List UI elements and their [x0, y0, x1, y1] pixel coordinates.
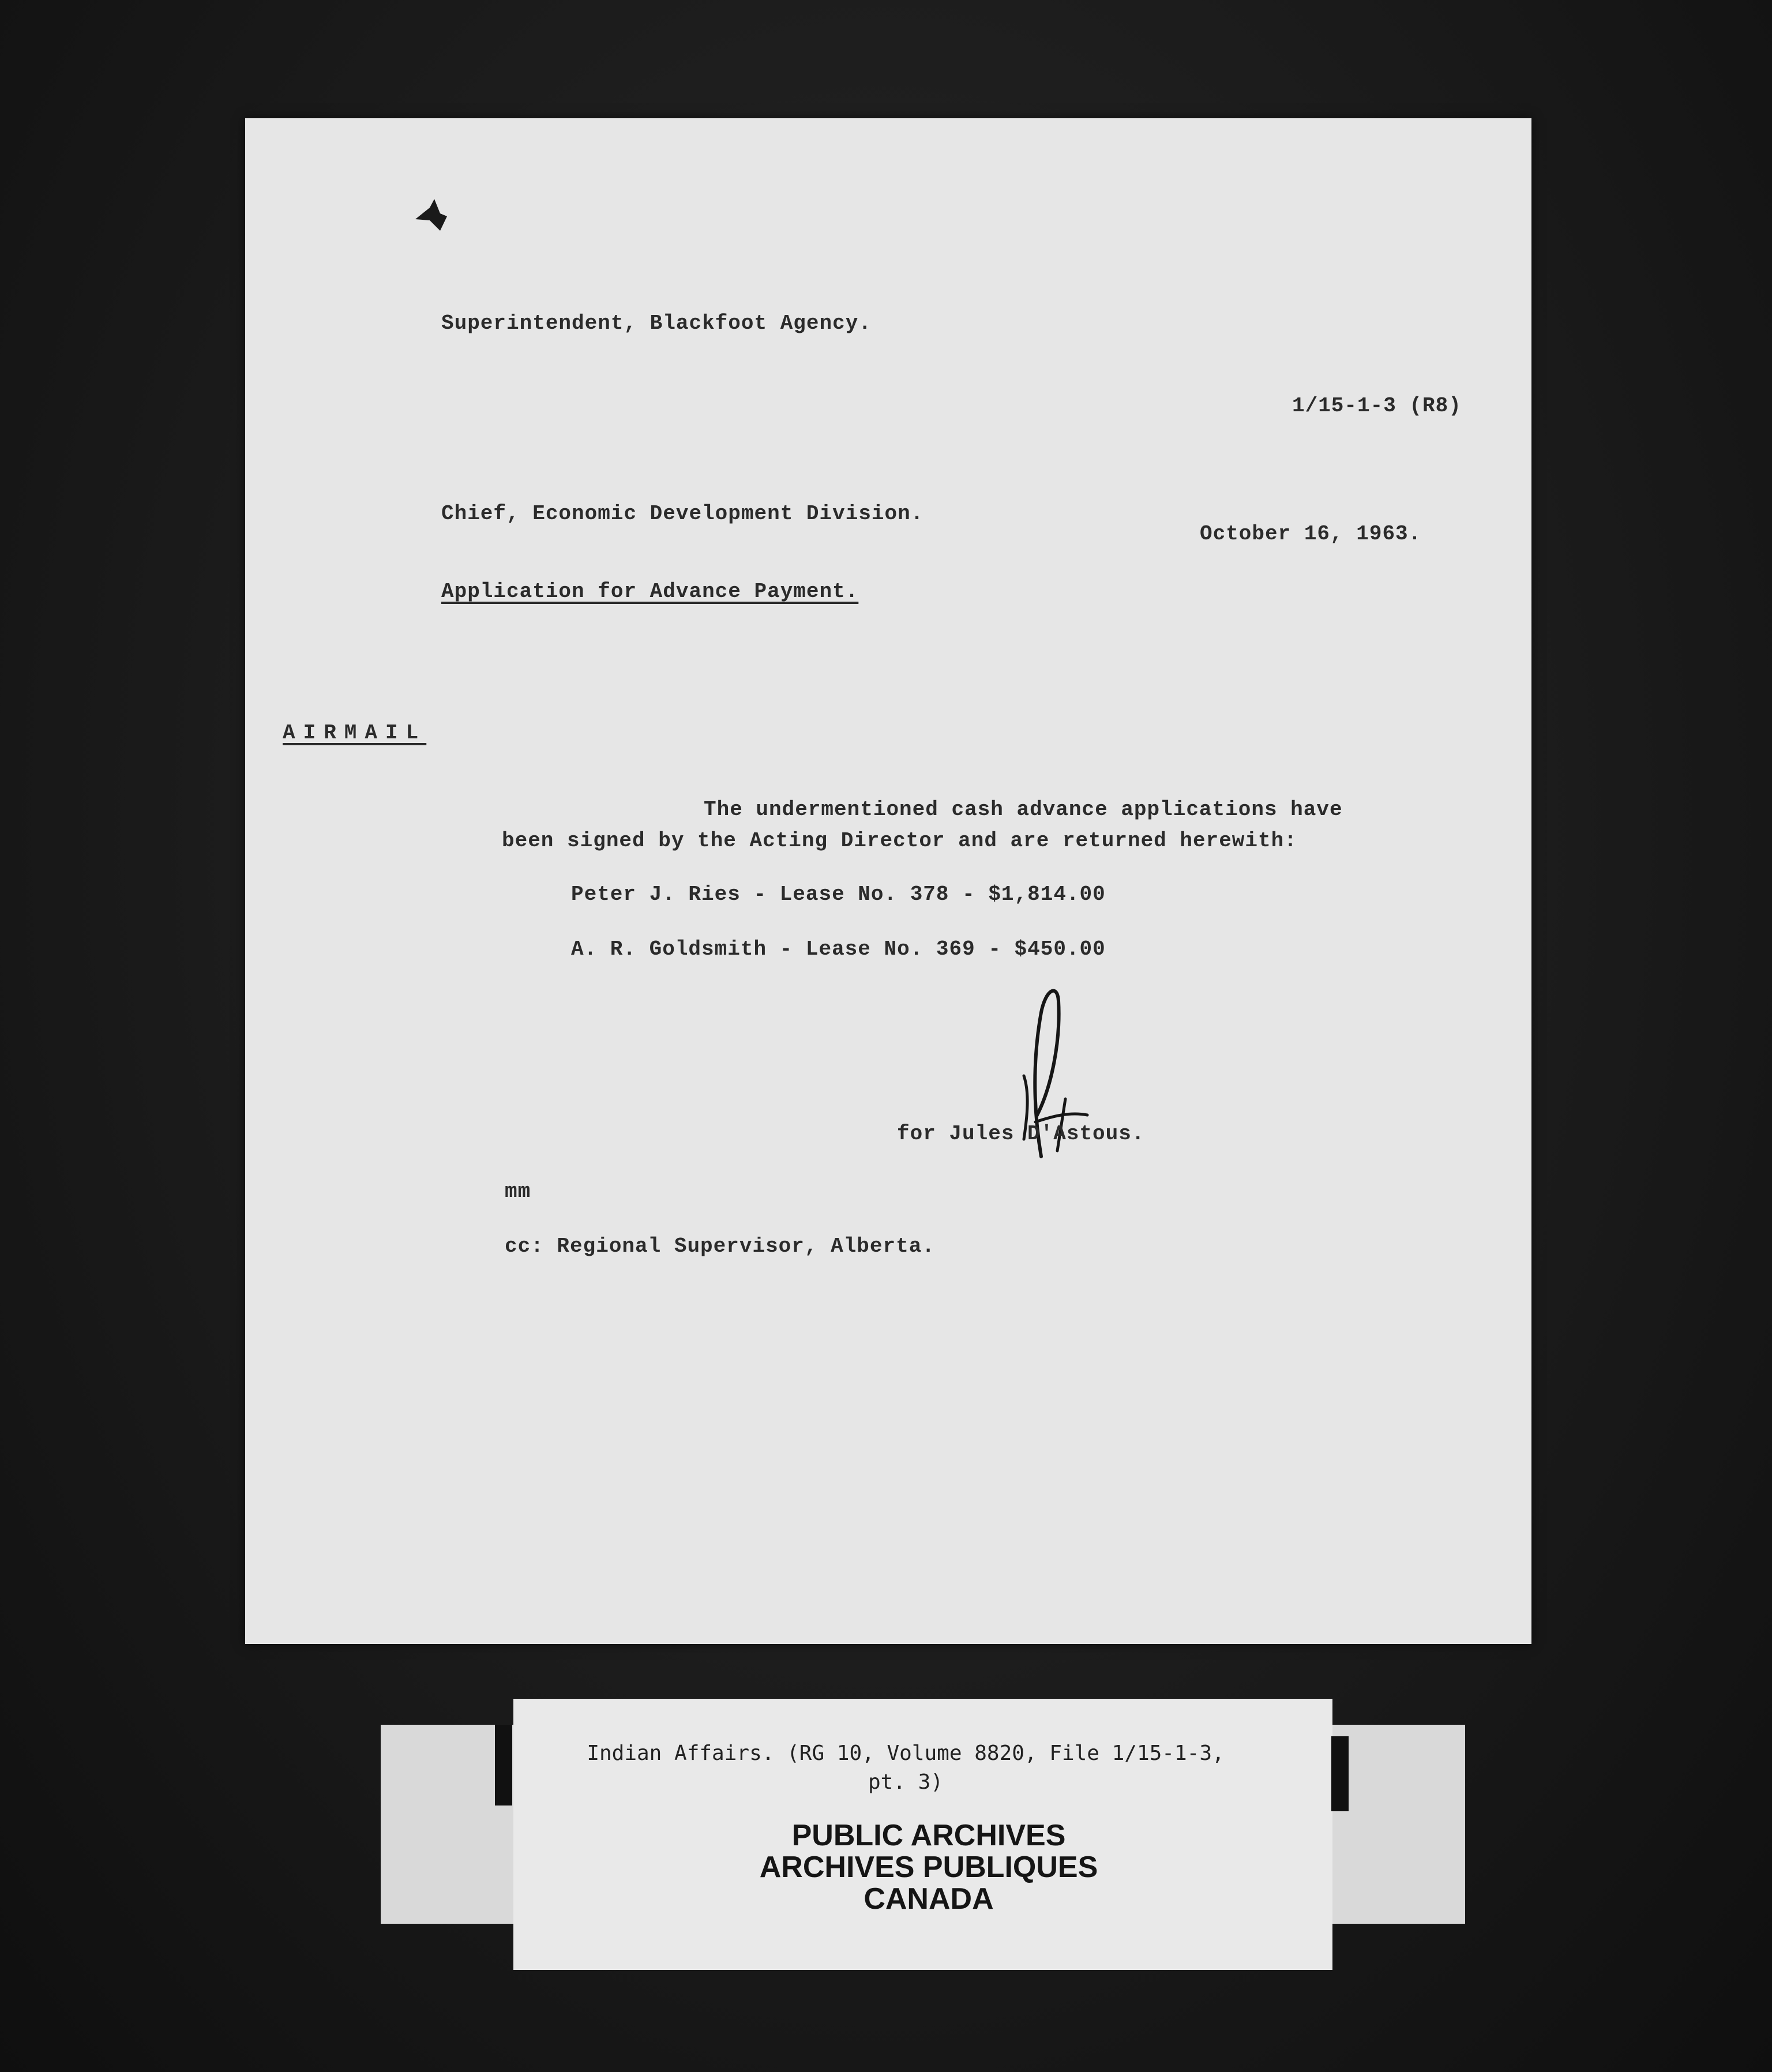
label-notch-left: [495, 1725, 512, 1806]
stamp-line-1: PUBLIC ARCHIVES: [791, 1819, 1066, 1852]
body-line-2: been signed by the Acting Director and are returned herewith:: [502, 829, 1297, 853]
stamp-line-3: CANADA: [864, 1882, 994, 1916]
ink-blot-mark: [412, 196, 453, 237]
sender-line: Chief, Economic Development Division.: [441, 502, 924, 525]
body-line-1: The undermentioned cash advance applications have: [704, 798, 1343, 821]
file-reference: 1/15-1-3 (R8): [1292, 394, 1462, 418]
subject-line: Application for Advance Payment.: [441, 580, 859, 603]
signoff-line: for Jules D'Astous.: [897, 1122, 1145, 1146]
letter-date: October 16, 1963.: [1200, 522, 1422, 546]
archive-citation: [554, 1739, 1257, 1797]
typist-initials: mm: [505, 1180, 531, 1203]
airmail-heading: AIRMAIL: [283, 721, 427, 745]
cc-line: cc: Regional Supervisor, Alberta.: [505, 1234, 935, 1258]
citation-line-1: Indian Affairs. (RG 10, Volume 8820, File 1/15-1-3,: [587, 1741, 1225, 1765]
stamp-line-2: ARCHIVES PUBLIQUES: [759, 1850, 1098, 1884]
citation-line-2: pt. 3): [868, 1770, 944, 1794]
letter-sheet: [245, 118, 1531, 1644]
archives-stamp: [669, 1820, 1188, 1915]
recipient-line: Superintendent, Blackfoot Agency.: [441, 311, 872, 335]
list-item: A. R. Goldsmith - Lease No. 369 - $450.00: [571, 937, 1106, 961]
list-item: Peter J. Ries - Lease No. 378 - $1,814.00: [571, 883, 1106, 906]
label-notch-right: [1331, 1736, 1349, 1811]
